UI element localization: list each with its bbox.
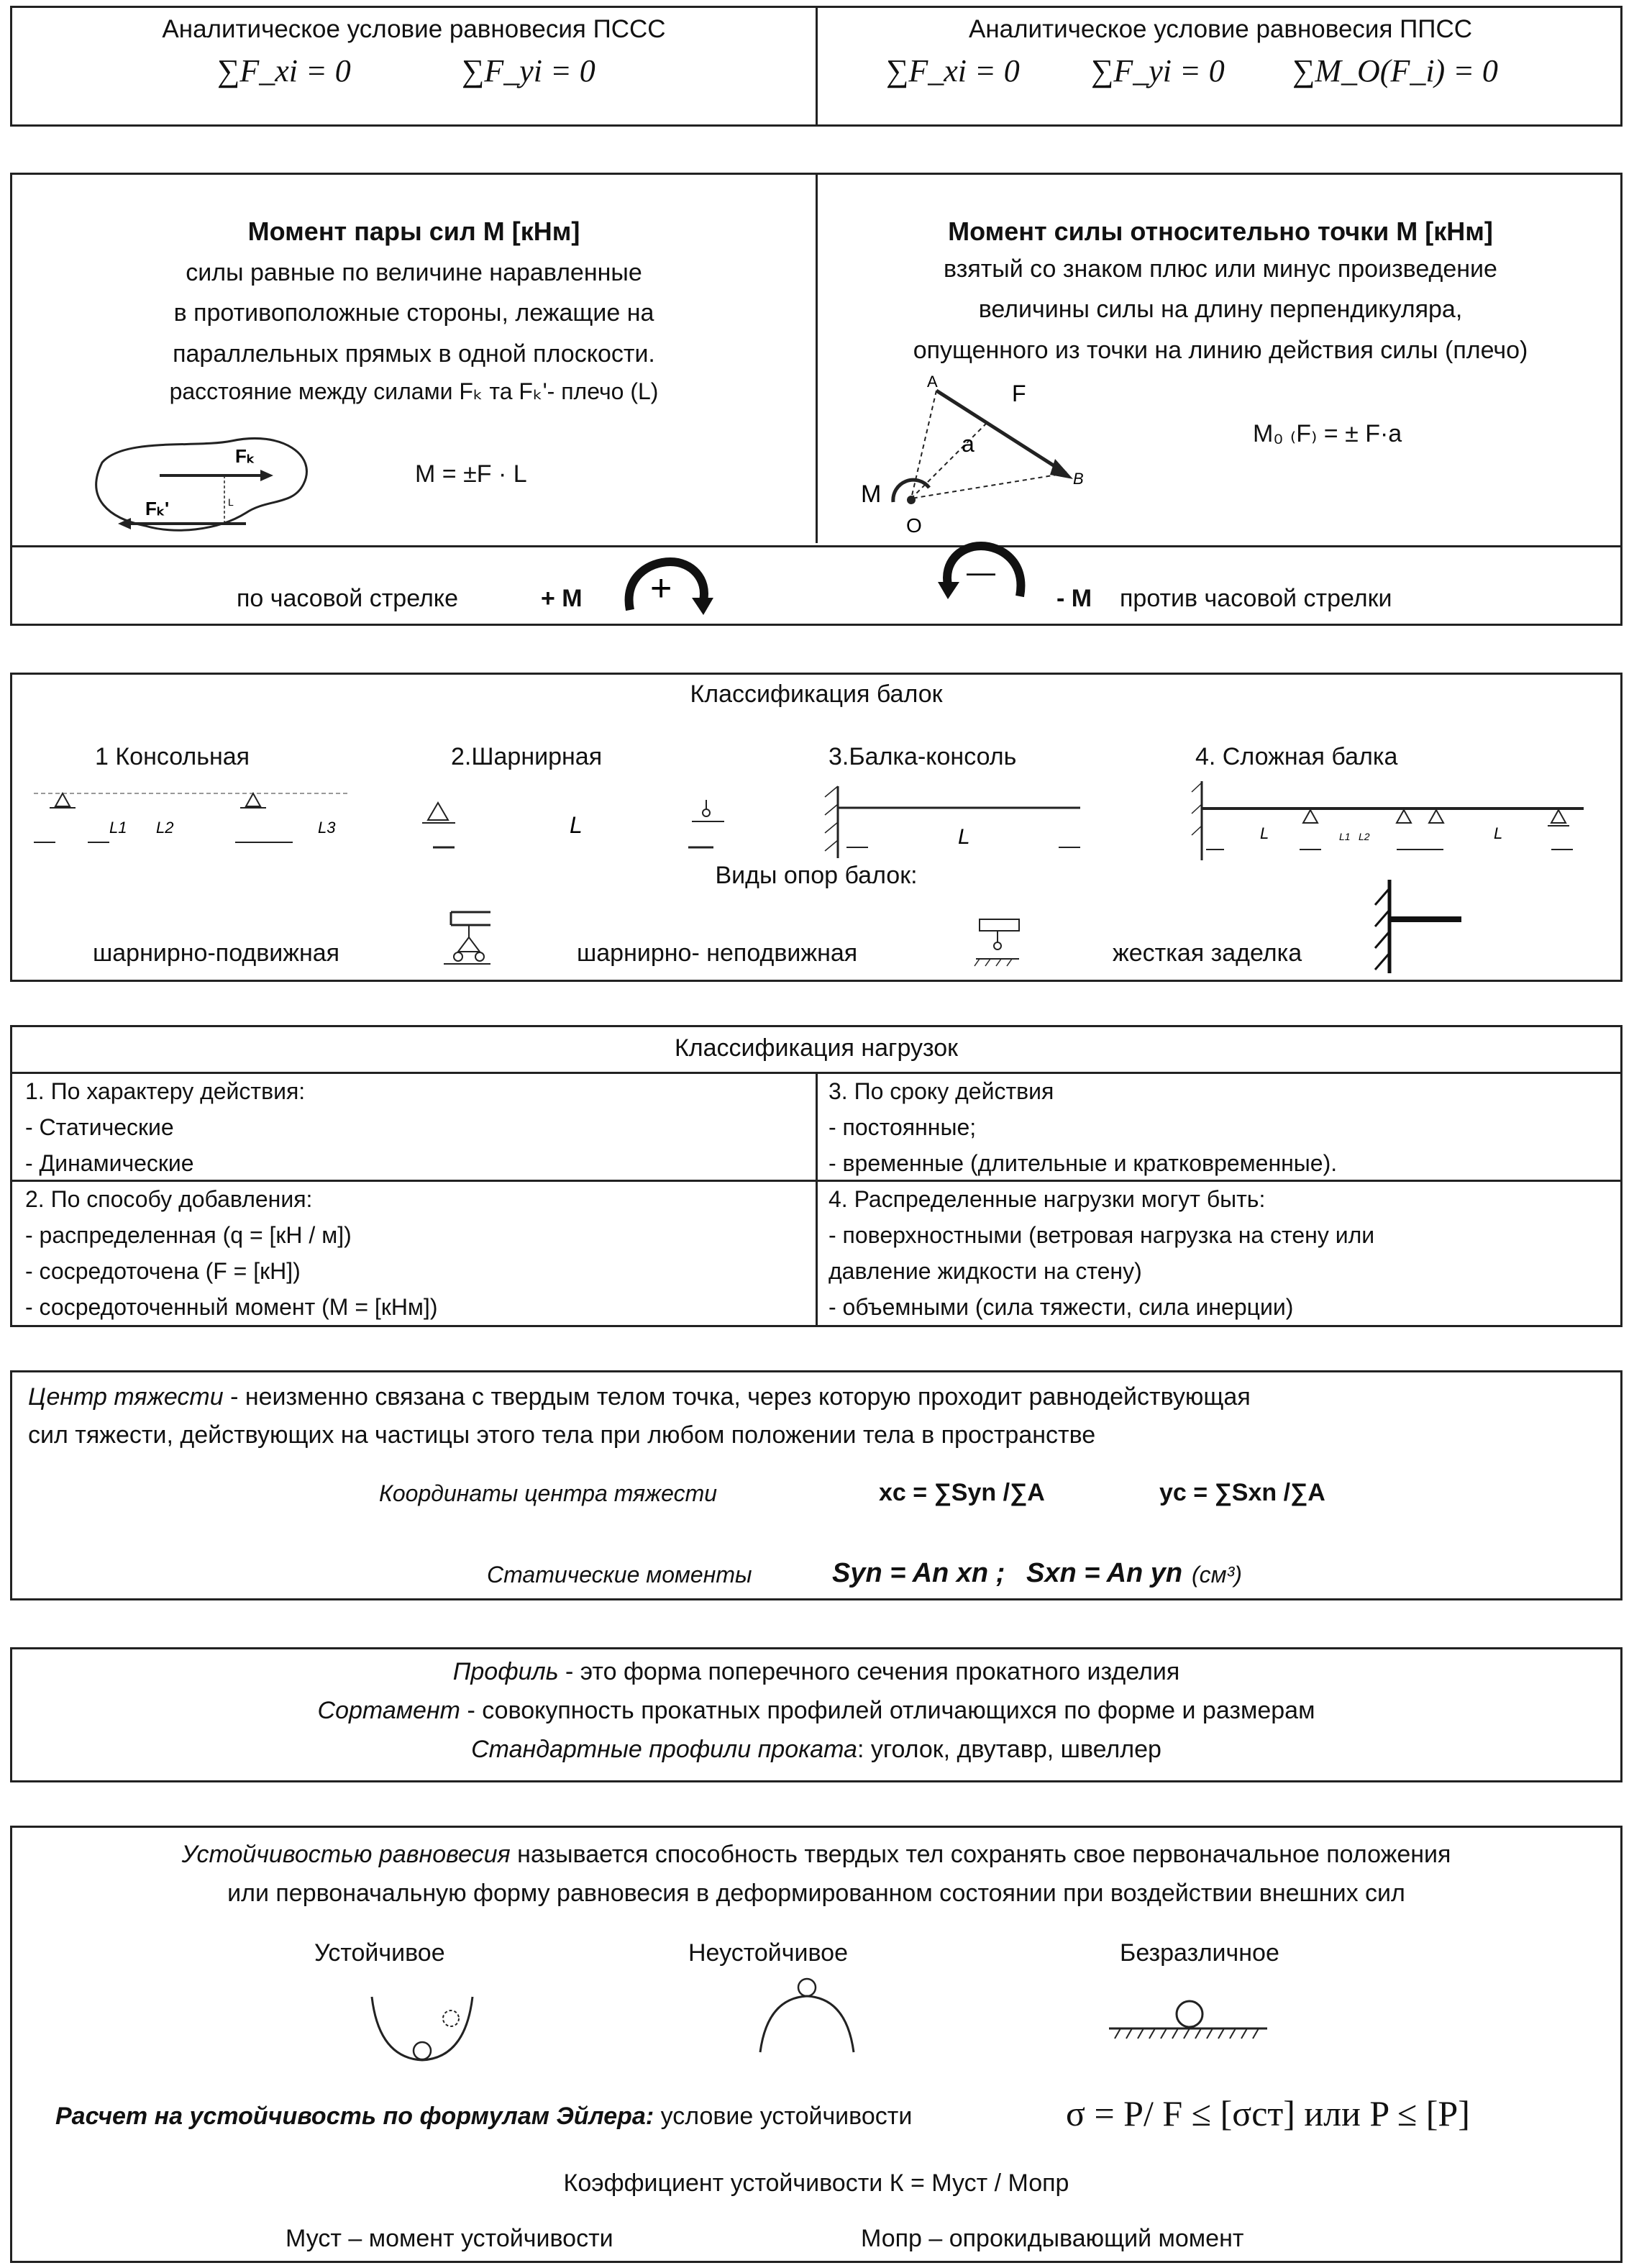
beam4-diagram — [1192, 781, 1594, 867]
stability-must: Муст – момент устойчивости — [286, 2225, 613, 2252]
beam-type: 3.Балка-консоль — [829, 743, 1017, 770]
beam2-diagram — [422, 797, 739, 862]
loads-cell-distributed — [829, 1181, 1374, 1325]
point-diagram — [857, 365, 1102, 538]
beam-type: 1 Консольная — [95, 743, 250, 770]
beam1-l1: L1 — [109, 819, 127, 837]
pair-formula: M = ±F · L — [415, 460, 527, 488]
pair-line: параллельных прямых в одной плоскости. — [173, 340, 655, 368]
stability-def-line1 — [12, 1841, 1620, 1869]
equilibrium-box — [10, 6, 1622, 127]
beam1-l2: L2 — [156, 819, 174, 837]
loads-cell-line: 1. По характеру действия: — [25, 1078, 306, 1104]
counter-sign: - М — [1056, 585, 1092, 612]
minus-glyph: — — [967, 557, 995, 588]
gravity-static-label: Статические моменты — [487, 1562, 752, 1588]
pair-fk-label: Fₖ — [235, 445, 255, 467]
euler-label: Расчет на устойчивость по формулам Эйлера: — [55, 2103, 654, 2130]
beam3-l: L — [958, 825, 970, 849]
stability-box — [10, 1826, 1622, 2263]
beam3-diagram — [825, 786, 1091, 865]
gravity-unit: (см³) — [1192, 1562, 1242, 1588]
stability-coefficient: Коэффициент устойчивости К = Муст / Мопр — [563, 2169, 1069, 2197]
equilibrium-left-title: Аналитическое условие равновесия ПССС — [162, 15, 666, 43]
stability-def: называется способность твердых тел сохранять свое первоначальное положения — [510, 1841, 1451, 1868]
pair-title: Момент пары сил М [кНм] — [247, 217, 580, 246]
loads-cell-line: - Динамические — [25, 1150, 194, 1176]
loads-cell-line: - Статические — [25, 1114, 174, 1140]
pair-fk2-label: Fₖ' — [145, 498, 170, 519]
point-f-label: F — [1012, 381, 1026, 406]
stability-term: Устойчивостью равновесия — [181, 1841, 511, 1868]
supports-title: Виды опор балок: — [715, 862, 918, 889]
stability-kind: Неустойчивое — [688, 1939, 848, 1967]
gravity-xc: xc = ∑Syn /∑A — [879, 1479, 1045, 1506]
euler-line — [55, 2103, 912, 2131]
beam1-l3: L3 — [318, 819, 336, 837]
loads-cell-line: давление жидкости на стену) — [829, 1258, 1142, 1284]
loads-cell-line: - поверхностными (ветровая нагрузка на стену или — [829, 1222, 1375, 1248]
profile-def: - это форма поперечного сечения прокатного изделия — [558, 1658, 1180, 1685]
beam-type: 4. Сложная балка — [1195, 743, 1398, 770]
stability-mopr: Мопр – опрокидывающий момент — [861, 2225, 1244, 2252]
point-line: величины силы на длину перпендикуляра, — [978, 296, 1463, 323]
profile-line — [12, 1658, 1620, 1686]
pair-l-label: L — [228, 496, 234, 508]
equilibrium-right-eq1: ∑F_xi = 0 — [886, 53, 1020, 88]
point-m-label: M — [861, 481, 882, 508]
gravity-box — [10, 1370, 1622, 1600]
equilibrium-right-title: Аналитическое условие равновесия ППСС — [968, 15, 1473, 43]
pair-line: расстояние между силами Fₖ та Fₖ'- плечо (L) — [169, 378, 659, 404]
loads-cell-line: 4. Распределенные нагрузки могут быть: — [829, 1186, 1266, 1212]
beam4-l-right: L — [1494, 824, 1503, 842]
gravity-coords-label: Координаты центра тяжести — [379, 1480, 718, 1506]
neutral-equilibrium-icon — [1109, 1997, 1267, 2047]
gravity-yc: yc = ∑Sxn /∑A — [1159, 1479, 1325, 1506]
pair-diagram — [88, 434, 325, 534]
equilibrium-right-eq3: ∑M_O(F_i) = 0 — [1292, 53, 1498, 88]
fixed-hinge-support-icon — [969, 916, 1026, 977]
beam-type: 2.Шарнирная — [451, 743, 603, 770]
profile-box — [10, 1647, 1622, 1782]
support-label: шарнирно-подвижная — [93, 939, 340, 967]
loads-cell-line: - постоянные; — [829, 1114, 977, 1140]
gravity-term: Центр тяжести — [28, 1383, 224, 1411]
beams-box — [10, 673, 1622, 982]
clockwise-arrow-icon — [620, 556, 713, 617]
point-o-label: O — [906, 514, 922, 537]
loads-cell-line: - сосредоточена (F = [кН]) — [25, 1258, 301, 1284]
euler-formula: σ = P/ F ≤ [σст] или P ≤ [P] — [1066, 2093, 1470, 2133]
euler-condition: условие устойчивости — [654, 2103, 913, 2130]
point-line: опущенного из точки на линию действия силы (плечо) — [913, 337, 1528, 364]
pair-line: силы равные по величине наравленные — [186, 259, 642, 286]
loads-cell-duration — [829, 1073, 1337, 1181]
loads-cell-line: - временные (длительные и кратковременные). — [829, 1150, 1338, 1176]
beam4-l1: L1 — [1339, 831, 1351, 842]
gravity-syn: Syn = An xn ; — [832, 1558, 1005, 1588]
gravity-sxn: Sxn = An yn — [1026, 1558, 1183, 1588]
plus-glyph: + — [650, 568, 672, 609]
point-a-label: A — [927, 373, 938, 391]
loads-cell-line: - распределенная (q = [кН / м]) — [25, 1222, 352, 1248]
equilibrium-right-eq2: ∑F_yi = 0 — [1091, 53, 1225, 88]
support-label: жесткая заделка — [1113, 939, 1302, 967]
gravity-def-line1 — [28, 1383, 1251, 1411]
standard-profiles-term: Стандартные профили проката — [471, 1736, 857, 1763]
stability-def-line2: или первоначальную форму равновесия в деформированном состоянии при воздействии внешних сил — [227, 1880, 1405, 1907]
moments-box — [10, 173, 1622, 626]
loads-cell-nature — [25, 1073, 305, 1181]
point-formula: M₀ ₍F₎ = ± F·a — [1253, 420, 1402, 447]
loads-box — [10, 1025, 1622, 1327]
support-label: шарнирно- неподвижная — [577, 939, 858, 967]
loads-title: Классификация нагрузок — [675, 1034, 958, 1062]
loads-cell-line: 2. По способу добавления: — [25, 1186, 313, 1212]
loads-cell-line: - сосредоточенный момент (М = [кНм]) — [25, 1294, 438, 1320]
beams-title: Классификация балок — [690, 680, 943, 708]
point-arm-label: a — [962, 431, 975, 457]
loads-cell-application — [25, 1181, 437, 1325]
standard-profiles-line — [12, 1736, 1620, 1764]
fixed-support-icon — [1357, 880, 1465, 977]
point-title: Момент силы относительно точки М [кНм] — [948, 217, 1493, 246]
point-b-label: B — [1073, 470, 1084, 488]
beam2-l: L — [570, 812, 583, 838]
sortament-term: Сортамент — [317, 1697, 461, 1724]
beam1-diagram — [34, 786, 365, 851]
clockwise-sign: + М — [541, 585, 583, 612]
movable-hinge-support-icon — [437, 905, 494, 973]
counterclockwise-arrow-icon — [936, 540, 1030, 601]
standard-profiles-def: : уголок, двутавр, швеллер — [857, 1736, 1161, 1763]
sortament-line — [12, 1697, 1620, 1725]
gravity-def-line2: сил тяжести, действующих на частицы этого тела при любом положении тела в пространстве — [28, 1421, 1096, 1449]
stability-kind: Безразличное — [1120, 1939, 1279, 1967]
beam4-l: L — [1260, 824, 1269, 842]
equilibrium-left-eq2: ∑F_yi = 0 — [462, 53, 595, 88]
point-line: взятый со знаком плюс или минус произведение — [944, 255, 1497, 283]
gravity-def: - неизменно связана с твердым телом точка, через которую проходит равнодействующая — [223, 1383, 1251, 1411]
profile-term: Профиль — [452, 1658, 559, 1685]
beam4-l2: L2 — [1359, 831, 1370, 842]
equilibrium-left-eq1: ∑F_xi = 0 — [217, 53, 351, 88]
pair-line: в противоположные стороны, лежащие на — [173, 299, 654, 327]
unstable-equilibrium-icon — [753, 1973, 861, 2056]
counter-text: против часовой стрелки — [1120, 585, 1392, 612]
stability-kind: Устойчивое — [314, 1939, 445, 1967]
stable-equilibrium-icon — [365, 1990, 480, 2069]
loads-cell-line: - объемными (сила тяжести, сила инерции) — [829, 1294, 1294, 1320]
sortament-def: - совокупность прокатных профилей отличающихся по форме и размерам — [460, 1697, 1315, 1724]
loads-cell-line: 3. По сроку действия — [829, 1078, 1054, 1104]
clockwise-text: по часовой стрелке — [237, 585, 458, 612]
